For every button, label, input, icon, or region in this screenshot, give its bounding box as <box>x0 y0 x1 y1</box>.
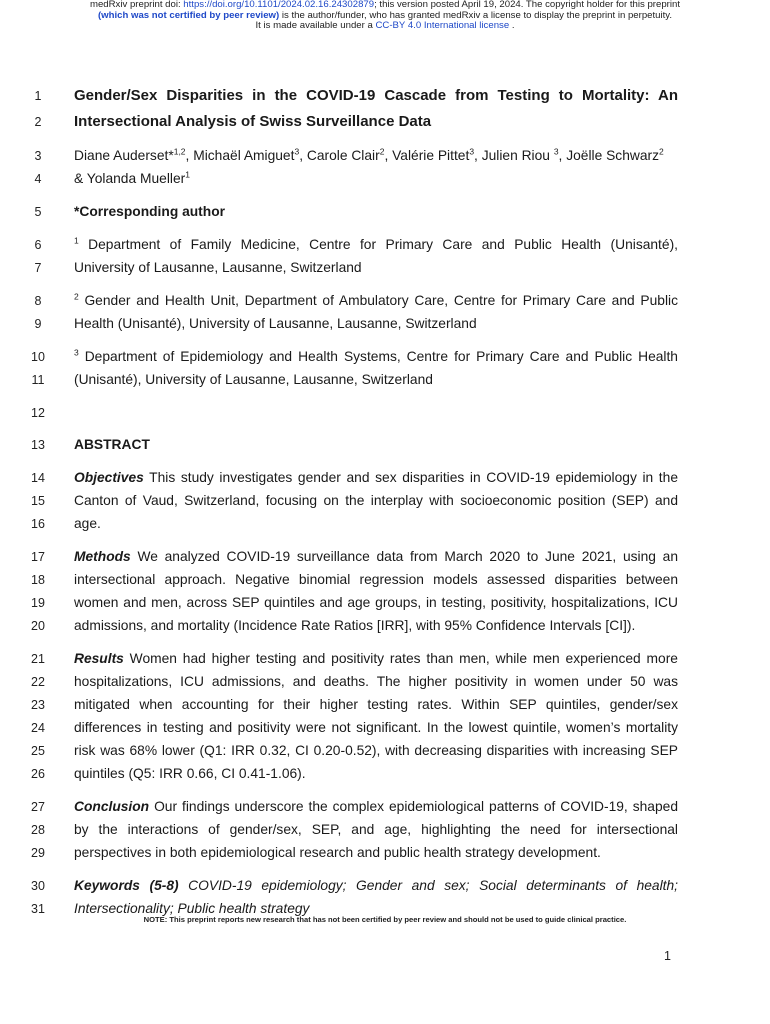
line-number: 22 <box>31 675 45 689</box>
line-4 <box>0 170 770 192</box>
line-number: 28 <box>31 823 45 837</box>
header-license-text: is the author/funder, who has granted medRxiv a license to display the preprint in perpetuity. <box>279 9 673 21</box>
keywords-text: Keywords (5-8) COVID-19 epidemiology; Gender and sex; Social determinants of health; <box>74 878 678 893</box>
results-text-end: quintiles (Q5: IRR 0.66, CI 0.41-1.06). <box>74 766 306 781</box>
line-number: 23 <box>31 698 45 712</box>
line-number: 26 <box>31 767 45 781</box>
line-5 <box>0 203 770 225</box>
line-number: 12 <box>31 406 45 420</box>
line-number: 21 <box>31 652 45 666</box>
line-number: 7 <box>34 261 42 275</box>
line-27 <box>0 798 770 820</box>
affiliation-2: $^2$ Gender and Health Unit, Department of Ambulatory Care, Centre for Primary Care and Public <box>74 291 678 308</box>
line-number: 13 <box>31 438 45 452</box>
line-25 <box>0 742 770 764</box>
line-19 <box>0 594 770 616</box>
line-number: 11 <box>31 373 45 387</box>
line-number: 15 <box>31 494 45 508</box>
line-28 <box>0 821 770 843</box>
line-number: 14 <box>31 471 45 485</box>
header-line-3 <box>0 21 770 32</box>
line-number: 16 <box>31 517 45 531</box>
header-posted-text: ; this version posted April 19, 2024. The copyright holder for this preprint <box>374 0 681 10</box>
conclusion-label: Conclusion <box>74 799 150 814</box>
line-number: 24 <box>31 721 45 735</box>
paper-title-cont: Intersectional Analysis of Swiss Surveillance Data <box>74 113 432 130</box>
keywords-label: Keywords (5-8) <box>74 878 179 893</box>
line-number: 19 <box>31 596 45 610</box>
results-text-cont: hospitalizations, ICU admissions, and deaths. The higher positivity in women under 50 was <box>74 674 678 689</box>
results-text-cont: differences in testing and positivity were not significant. In the lowest quintile, women’s mortality <box>74 720 678 735</box>
line-1 <box>0 87 770 109</box>
line-3 <box>0 147 770 169</box>
line-number: 27 <box>31 800 45 814</box>
line-20 <box>0 617 770 639</box>
author-list: Diane Auderset*$^{1,2}$, Michaël Amiguet$^3$, Carole Clair$^2$, Valérie Pittet$^3$, Julien Riou $^3$, Joëlle Schwarz$^2$ <box>74 146 664 163</box>
methods-label: Methods <box>74 549 131 564</box>
methods-text: Methods We analyzed COVID-19 surveillance data from March 2020 to June 2021, using an <box>74 549 678 564</box>
line-number: 29 <box>31 846 45 860</box>
line-number: 17 <box>31 550 45 564</box>
line-8 <box>0 292 770 314</box>
line-29 <box>0 844 770 866</box>
peer-review-note: NOTE: This preprint reports new research that has not been certified by peer review and should not be used to guide clinical practice. <box>143 915 627 924</box>
doi-link[interactable]: https://doi.org/10.1101/2024.02.16.24302879 <box>183 0 375 10</box>
line-2 <box>0 113 770 135</box>
methods-text-cont: intersectional approach. Negative binomial regression models assessed disparities between <box>74 572 678 587</box>
objectives-text-cont: Canton of Vaud, Switzerland, focusing on the interplay with socioeconomic position (SEP) and <box>74 493 678 508</box>
affiliation-3-cont: (Unisanté), University of Lausanne, Lausanne, Switzerland <box>74 372 433 387</box>
line-18 <box>0 571 770 593</box>
line-24 <box>0 719 770 741</box>
line-11 <box>0 371 770 393</box>
abstract-heading: ABSTRACT <box>74 437 150 452</box>
peer-review-notice: (which was not certified by peer review) <box>97 9 280 21</box>
line-number: 30 <box>31 879 45 893</box>
line-30 <box>0 877 770 899</box>
line-9 <box>0 315 770 337</box>
license-link[interactable]: CC-BY 4.0 International license <box>375 20 510 31</box>
line-number: 10 <box>31 350 45 364</box>
methods-text-end: admissions, and mortality (Incidence Rate Ratios [IRR], with 95% Confidence Intervals [CI]). <box>74 618 636 633</box>
line-22 <box>0 673 770 695</box>
results-text-cont: mitigated when accounting for their higher testing rates. Within SEP quintiles, gender/sex <box>74 697 678 712</box>
line-number: 20 <box>31 619 45 633</box>
line-number: 4 <box>34 172 42 186</box>
author-list-cont: & Yolanda Mueller$^1$ <box>74 169 190 186</box>
objectives-label: Objectives <box>74 470 144 485</box>
header-doi-label: medRxiv preprint doi: <box>89 0 184 10</box>
line-number: 5 <box>34 205 42 219</box>
results-text: Results Women had higher testing and positivity rates than men, while men experienced more <box>74 651 678 666</box>
line-number: 6 <box>34 238 42 252</box>
header-available-text: It is made available under a <box>255 20 376 31</box>
affiliation-2-cont: Health (Unisanté), University of Lausanne, Lausanne, Switzerland <box>74 316 477 331</box>
line-15 <box>0 492 770 514</box>
line-21 <box>0 650 770 672</box>
corresponding-author-label: *Corresponding author <box>74 204 225 219</box>
line-16 <box>0 515 770 537</box>
objectives-text-end: age. <box>74 516 101 531</box>
keywords-text-end: Intersectionality; Public health strategy <box>74 901 310 916</box>
conclusion-text-end: perspectives in both epidemiological research and public health strategy development. <box>74 845 601 860</box>
affiliation-1-cont: University of Lausanne, Lausanne, Switzerland <box>74 260 362 275</box>
preprint-header <box>0 0 770 32</box>
line-13 <box>0 436 770 458</box>
affiliation-1: $^1$ Department of Family Medicine, Centre for Primary Care and Public Health (Unisanté), <box>74 235 678 252</box>
line-number: 1 <box>34 89 42 103</box>
paper-title: Gender/Sex Disparities in the COVID-19 Cascade from Testing to Mortality: An <box>74 87 678 104</box>
conclusion-text: Conclusion Our findings underscore the complex epidemiological patterns of COVID-19, shaped <box>74 799 678 814</box>
line-number: 3 <box>34 149 42 163</box>
objectives-text: Objectives This study investigates gender and sex disparities in COVID-19 epidemiology in the <box>74 470 678 485</box>
line-7 <box>0 259 770 281</box>
line-23 <box>0 696 770 718</box>
header-period: . <box>509 20 515 31</box>
line-10 <box>0 348 770 370</box>
conclusion-text-cont: by the interactions of gender/sex, SEP, and age, highlighting the need for intersectional <box>74 822 678 837</box>
line-26 <box>0 765 770 787</box>
results-label: Results <box>74 651 124 666</box>
line-number: 25 <box>31 744 45 758</box>
line-14 <box>0 469 770 491</box>
line-number: 8 <box>34 294 42 308</box>
line-12 <box>0 404 770 426</box>
page-number: 1 <box>664 949 671 963</box>
affiliation-3: $^3$ Department of Epidemiology and Health Systems, Centre for Primary Care and Public Health <box>74 347 678 364</box>
line-number: 2 <box>34 115 42 129</box>
line-number: 9 <box>34 317 42 331</box>
line-6 <box>0 236 770 258</box>
results-text-cont: risk was 68% lower (Q1: IRR 0.32, CI 0.20-0.52), with decreasing disparities with increasing SEP <box>74 743 678 758</box>
line-number: 18 <box>31 573 45 587</box>
methods-text-cont: women and men, across SEP quintiles and age groups, in testing, positivity, hospitalizations, ICU <box>74 595 678 610</box>
line-17 <box>0 548 770 570</box>
line-number: 31 <box>31 902 45 916</box>
